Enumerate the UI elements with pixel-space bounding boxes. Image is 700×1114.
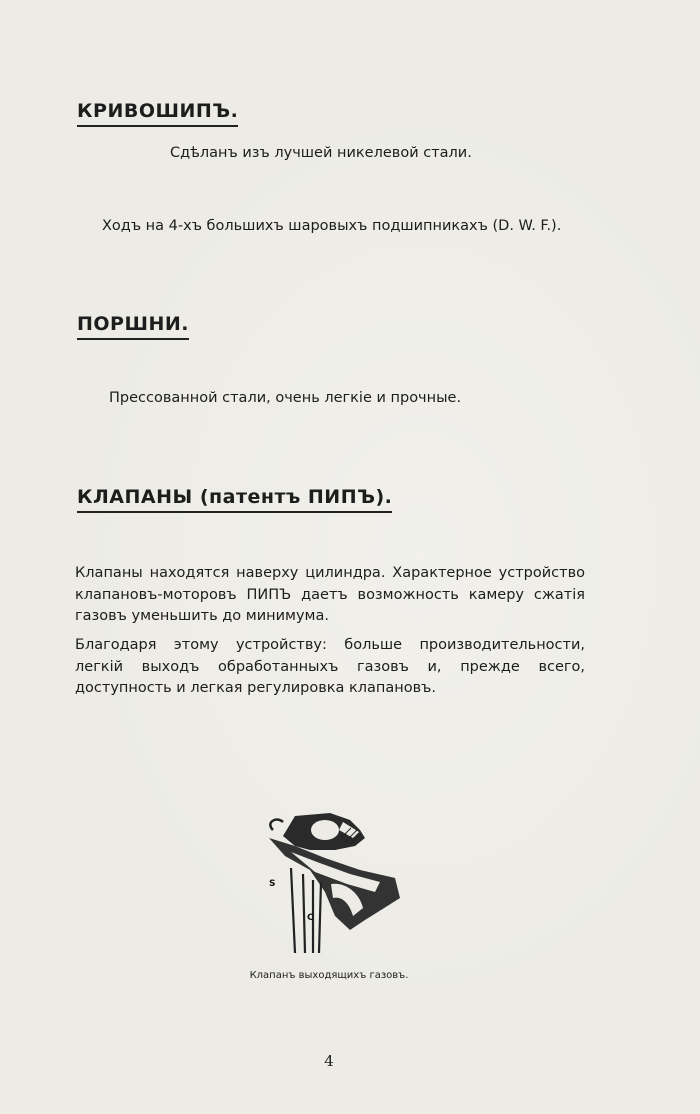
valves-paragraph-1: Клапаны находятся наверху цилиндра. Характерное устройство клапановъ-моторовъ ПИПЪ даетъ возможность камеру сжатія газовъ уменьшить до минимума. xyxy=(75,565,585,624)
valve-hook xyxy=(270,820,283,830)
crankshaft-bearings-text: Ходъ на 4-хъ большихъ шаровыхъ подшипникахъ (D. W. F.). xyxy=(102,218,562,234)
valves-paragraph-2: Благодаря этому устройству: больше производительности, легкій выходъ обработанныхъ газовъ и, прежде всего, доступность и легкая регулировка клапановъ. xyxy=(75,637,585,696)
valves-heading: КЛАПАНЫ (патентъ ПИПЪ). xyxy=(77,486,392,513)
pistons-heading: ПОРШНИ. xyxy=(77,313,189,340)
crankshaft-material-text: Сдѣланъ изъ лучшей никелевой стали. xyxy=(170,145,472,161)
valve-stem-left xyxy=(291,868,305,953)
valve-stem-right xyxy=(313,880,321,953)
valve-label-s: S xyxy=(269,879,276,889)
valve-label-c: C xyxy=(307,913,314,923)
crankshaft-heading: КРИВОШИПЪ. xyxy=(77,100,238,127)
valve-cap-opening xyxy=(311,820,339,840)
pistons-text: Прессованной стали, очень легкіе и прочные. xyxy=(109,390,462,406)
exhaust-valve-illustration xyxy=(255,808,415,958)
page-number: 4 xyxy=(324,1052,334,1070)
figure-caption: Клапанъ выходящихъ газовъ. xyxy=(249,970,409,981)
